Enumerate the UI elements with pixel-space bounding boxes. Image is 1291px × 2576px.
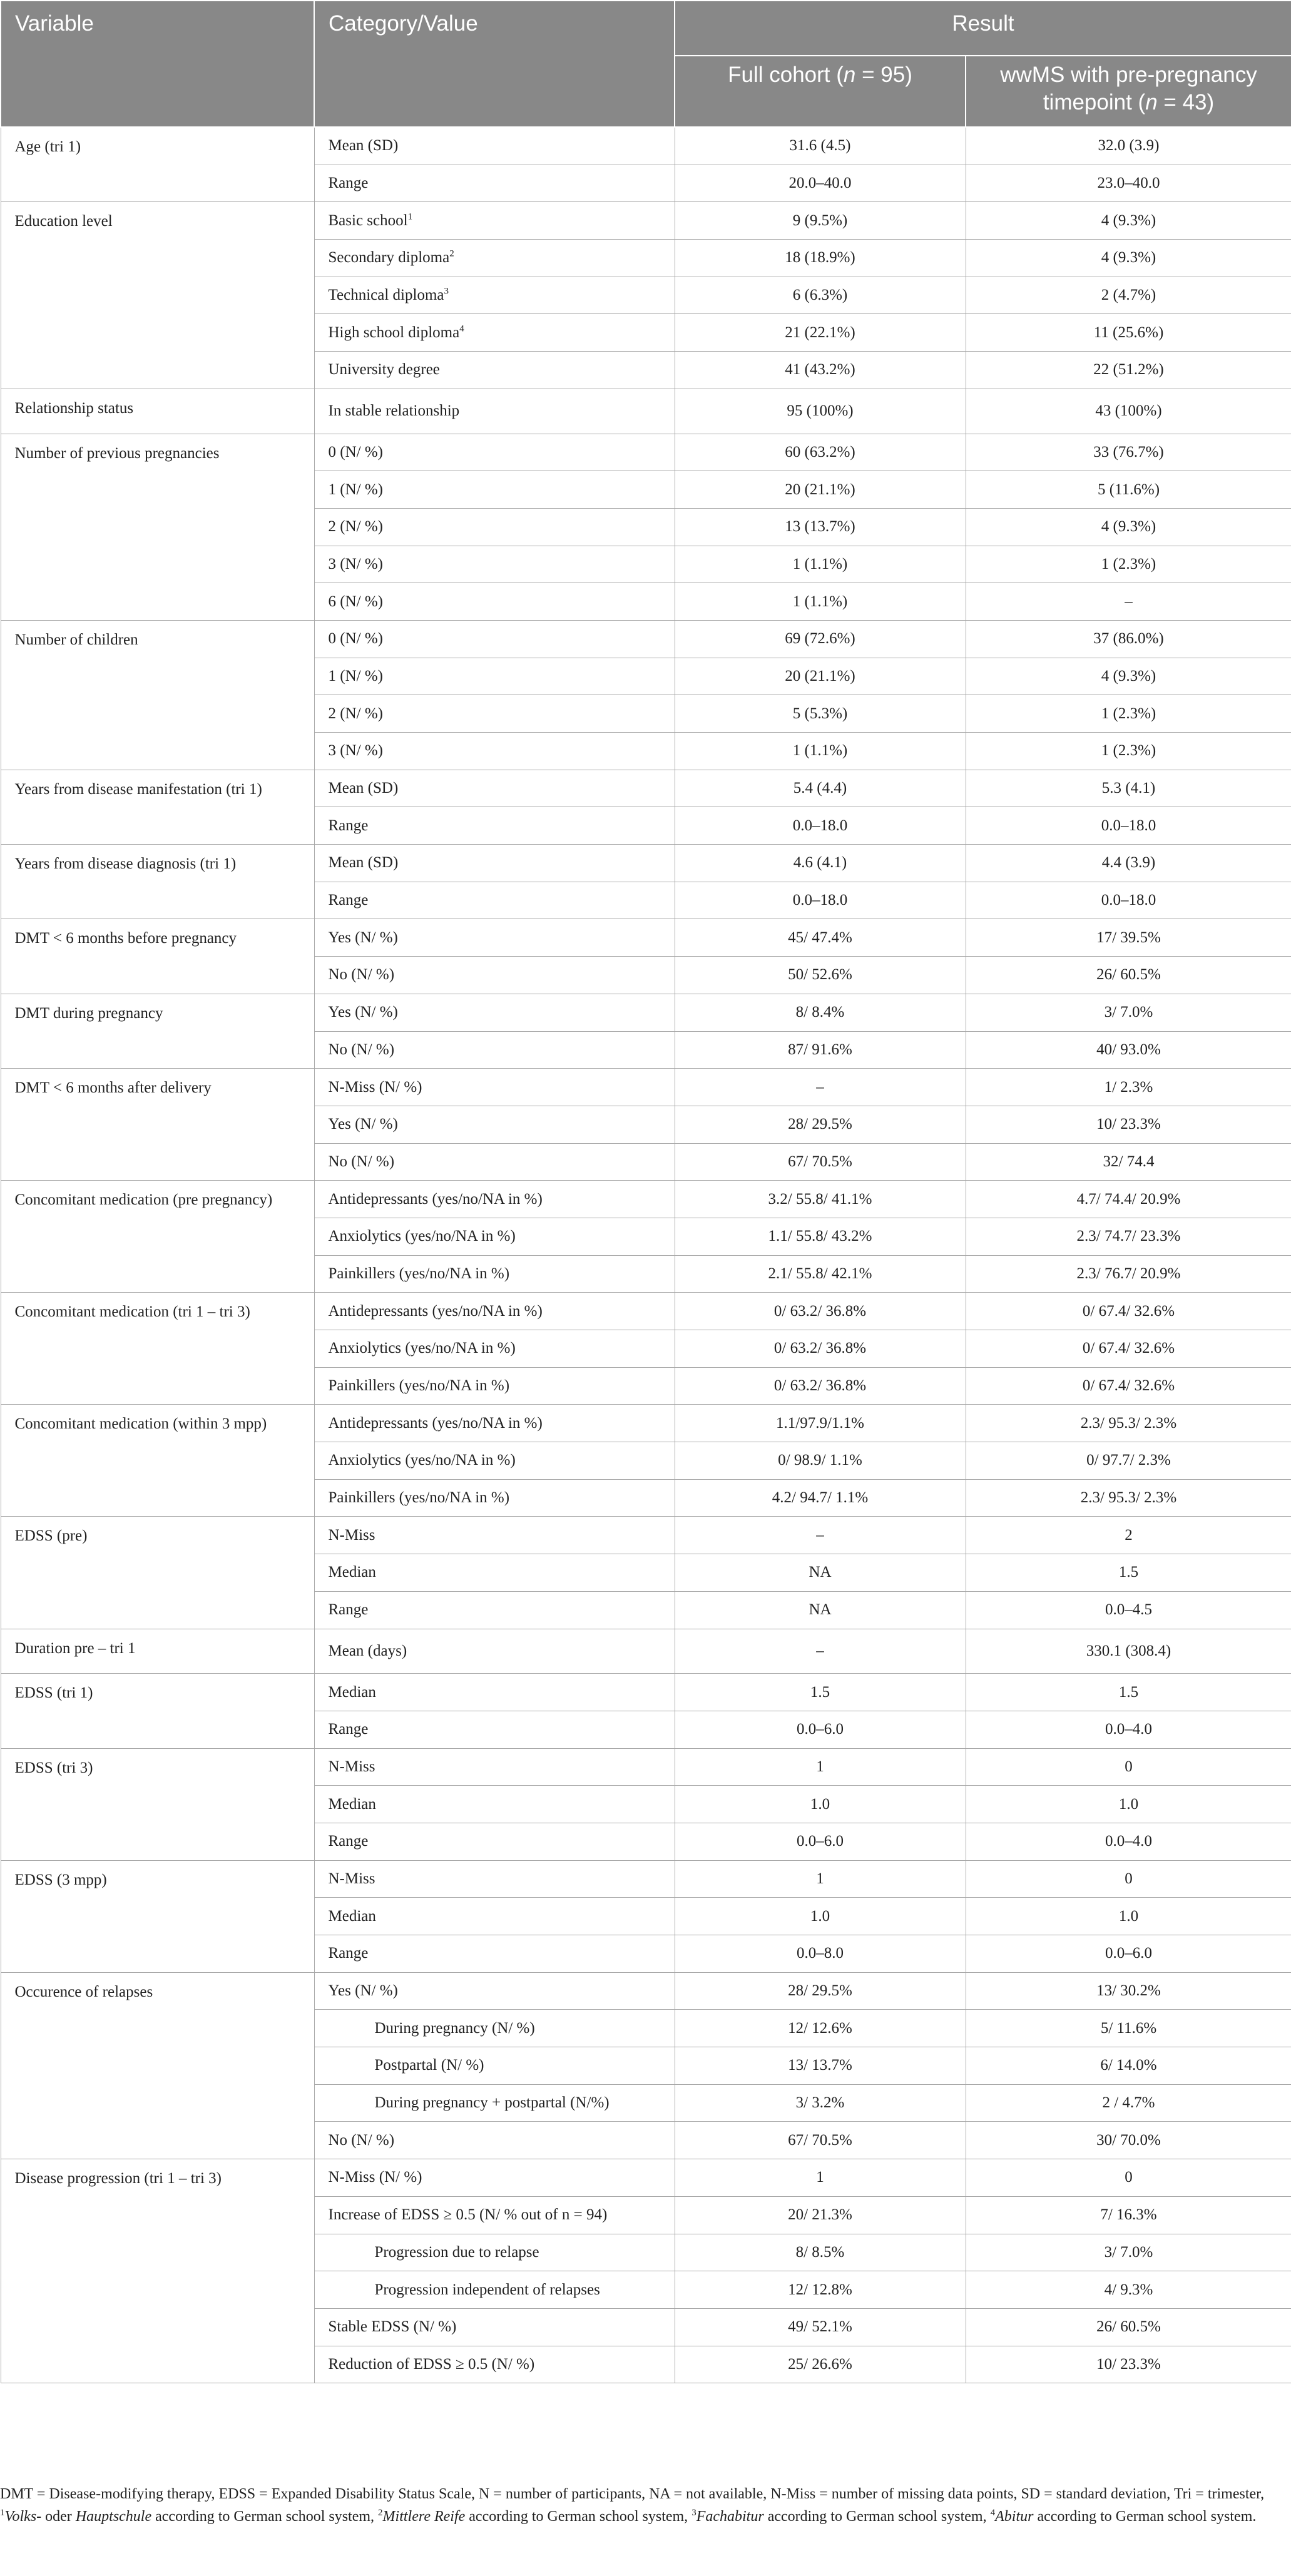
variable-cell: Number of children bbox=[1, 620, 314, 770]
full-cohort-cell: 1 bbox=[675, 2159, 966, 2197]
full-cohort-cell: 28/ 29.5% bbox=[675, 1972, 966, 2010]
category-cell bbox=[314, 994, 675, 1031]
table-row bbox=[1, 1629, 1291, 1674]
wwms-cell: 0/ 67.4/ 32.6% bbox=[966, 1293, 1291, 1330]
full-cohort-cell: 13/ 13.7% bbox=[675, 2047, 966, 2085]
category-cell bbox=[314, 2308, 675, 2346]
category-label: Reduction of EDSS ≥ 0.5 (N/ %) bbox=[328, 2355, 535, 2373]
category-cell bbox=[314, 127, 675, 165]
wwms-cell: 0.0–18.0 bbox=[966, 807, 1291, 845]
category-label: Stable EDSS (N/ %) bbox=[328, 2318, 457, 2336]
category-label: N-Miss bbox=[328, 1758, 375, 1775]
wwms-cell: 5/ 11.6% bbox=[966, 2010, 1291, 2047]
full-cohort-cell: 1.1/97.9/1.1% bbox=[675, 1405, 966, 1442]
full-cohort-cell: 6 (6.3%) bbox=[675, 277, 966, 314]
full-cohort-cell: 0/ 63.2/ 36.8% bbox=[675, 1330, 966, 1368]
category-label: N-Miss bbox=[328, 1870, 375, 1887]
wwms-cell: 4 (9.3%) bbox=[966, 240, 1291, 277]
category-cell bbox=[314, 2196, 675, 2234]
full-cohort-cell: – bbox=[675, 1069, 966, 1106]
wwms-cell: 0/ 97.7/ 2.3% bbox=[966, 1442, 1291, 1480]
footnote-marker: 2 bbox=[449, 249, 454, 260]
category-cell bbox=[314, 957, 675, 994]
wwms-cell: 11 (25.6%) bbox=[966, 314, 1291, 352]
full-cohort-cell: 0.0–8.0 bbox=[675, 1935, 966, 1973]
table-row bbox=[1, 919, 1291, 957]
header-wwms: wwMS with pre-pregnancy timepoint (n = 43) bbox=[966, 56, 1291, 127]
full-cohort-cell: 67/ 70.5% bbox=[675, 1143, 966, 1181]
variable-cell: Concomitant medication (tri 1 – tri 3) bbox=[1, 1293, 314, 1405]
category-cell bbox=[314, 658, 675, 695]
category-label: Progression due to relapse bbox=[374, 2243, 539, 2261]
table-row bbox=[1, 2159, 1291, 2197]
wwms-cell: 0 bbox=[966, 1748, 1291, 1786]
category-label: No (N/ %) bbox=[328, 966, 395, 984]
full-cohort-cell: 28/ 29.5% bbox=[675, 1106, 966, 1143]
full-cohort-cell: NA bbox=[675, 1591, 966, 1629]
full-cohort-cell: 0.0–18.0 bbox=[675, 807, 966, 845]
wwms-cell: 3/ 7.0% bbox=[966, 2234, 1291, 2271]
wwms-cell: 4.4 (3.9) bbox=[966, 845, 1291, 882]
category-label: Antidepressants (yes/no/NA in %) bbox=[328, 1302, 543, 1320]
category-cell bbox=[314, 620, 675, 658]
category-cell bbox=[314, 1442, 675, 1480]
full-cohort-cell: 1.1/ 55.8/ 43.2% bbox=[675, 1218, 966, 1255]
category-cell bbox=[314, 2271, 675, 2309]
category-label: Range bbox=[328, 1833, 369, 1850]
category-label: Mean (SD) bbox=[328, 854, 399, 872]
category-label: Mean (SD) bbox=[328, 780, 399, 797]
full-cohort-cell: 1 (1.1%) bbox=[675, 583, 966, 621]
table-row bbox=[1, 994, 1291, 1031]
category-label: Yes (N/ %) bbox=[328, 1982, 398, 2000]
table-row bbox=[1, 202, 1291, 240]
full-cohort-cell: 25/ 26.6% bbox=[675, 2346, 966, 2383]
category-cell bbox=[314, 770, 675, 807]
category-cell bbox=[314, 1629, 675, 1674]
category-label: Antidepressants (yes/no/NA in %) bbox=[328, 1190, 543, 1208]
full-cohort-cell: 12/ 12.8% bbox=[675, 2271, 966, 2309]
category-label: 6 (N/ %) bbox=[328, 593, 383, 610]
variable-cell: Years from disease diagnosis (tri 1) bbox=[1, 845, 314, 919]
full-cohort-cell: 18 (18.9%) bbox=[675, 240, 966, 277]
full-cohort-cell: 5 (5.3%) bbox=[675, 695, 966, 733]
full-cohort-cell: 1 bbox=[675, 1860, 966, 1898]
header-variable: Variable bbox=[1, 1, 314, 127]
full-cohort-cell: 20 (21.1%) bbox=[675, 471, 966, 509]
category-cell bbox=[314, 1367, 675, 1405]
full-cohort-cell: 1 bbox=[675, 1748, 966, 1786]
table-row bbox=[1, 127, 1291, 165]
table-row bbox=[1, 845, 1291, 882]
wwms-cell: 0 bbox=[966, 1860, 1291, 1898]
full-cohort-cell: 12/ 12.6% bbox=[675, 2010, 966, 2047]
table-row bbox=[1, 1972, 1291, 2010]
category-cell bbox=[314, 1031, 675, 1069]
full-cohort-cell: 4.6 (4.1) bbox=[675, 845, 966, 882]
variable-cell: Concomitant medication (within 3 mpp) bbox=[1, 1405, 314, 1517]
category-label: Range bbox=[328, 817, 369, 834]
variable-cell: EDSS (pre) bbox=[1, 1517, 314, 1629]
wwms-cell: 4 (9.3%) bbox=[966, 508, 1291, 546]
wwms-cell: 1 (2.3%) bbox=[966, 733, 1291, 770]
full-cohort-cell: 0/ 98.9/ 1.1% bbox=[675, 1442, 966, 1480]
footnote-marker: 1 bbox=[407, 211, 413, 222]
category-label: Mean (SD) bbox=[328, 137, 399, 155]
full-cohort-cell: 0.0–6.0 bbox=[675, 1711, 966, 1748]
wwms-cell: 37 (86.0%) bbox=[966, 620, 1291, 658]
category-cell bbox=[314, 1786, 675, 1823]
category-label: N-Miss (N/ %) bbox=[328, 1078, 422, 1096]
full-cohort-cell: 3/ 3.2% bbox=[675, 2084, 966, 2122]
wwms-cell: 2.3/ 95.3/ 2.3% bbox=[966, 1479, 1291, 1517]
category-cell bbox=[314, 546, 675, 583]
full-cohort-cell: 2.1/ 55.8/ 42.1% bbox=[675, 1255, 966, 1293]
footnote-marker: 3 bbox=[444, 286, 449, 297]
category-cell bbox=[314, 165, 675, 202]
category-cell bbox=[314, 882, 675, 919]
category-cell bbox=[314, 583, 675, 621]
wwms-cell: 4 (9.3%) bbox=[966, 202, 1291, 240]
category-cell bbox=[314, 1143, 675, 1181]
category-label: Yes (N/ %) bbox=[328, 1004, 398, 1021]
full-cohort-cell: 4.2/ 94.7/ 1.1% bbox=[675, 1479, 966, 1517]
category-cell bbox=[314, 1405, 675, 1442]
category-label: Increase of EDSS ≥ 0.5 (N/ % out of n = 94) bbox=[328, 2206, 608, 2224]
category-cell bbox=[314, 2122, 675, 2159]
category-cell bbox=[314, 1181, 675, 1218]
category-label: No (N/ %) bbox=[328, 1153, 395, 1170]
wwms-cell: 40/ 93.0% bbox=[966, 1031, 1291, 1069]
category-label: Median bbox=[328, 1795, 376, 1813]
category-label: During pregnancy + postpartal (N/%) bbox=[374, 2094, 610, 2112]
variable-cell: Number of previous pregnancies bbox=[1, 434, 314, 620]
category-cell bbox=[314, 2234, 675, 2271]
wwms-cell: 26/ 60.5% bbox=[966, 2308, 1291, 2346]
wwms-cell: 2.3/ 95.3/ 2.3% bbox=[966, 1405, 1291, 1442]
wwms-cell: 10/ 23.3% bbox=[966, 1106, 1291, 1143]
wwms-cell: 2.3/ 74.7/ 23.3% bbox=[966, 1218, 1291, 1255]
category-label: Mean (days) bbox=[328, 1642, 407, 1659]
wwms-cell: 2 / 4.7% bbox=[966, 2084, 1291, 2122]
wwms-cell: 4/ 9.3% bbox=[966, 2271, 1291, 2309]
category-cell bbox=[314, 277, 675, 314]
category-cell bbox=[314, 240, 675, 277]
table-row bbox=[1, 1748, 1291, 1786]
full-cohort-cell: 0/ 63.2/ 36.8% bbox=[675, 1293, 966, 1330]
wwms-cell: 1.5 bbox=[966, 1554, 1291, 1592]
category-cell bbox=[314, 919, 675, 957]
full-cohort-cell: 1 (1.1%) bbox=[675, 546, 966, 583]
full-cohort-cell: 5.4 (4.4) bbox=[675, 770, 966, 807]
category-cell bbox=[314, 352, 675, 389]
wwms-cell: 0.0–4.0 bbox=[966, 1823, 1291, 1860]
category-label: Secondary diploma bbox=[328, 249, 450, 267]
category-cell bbox=[314, 1554, 675, 1592]
variable-cell: DMT < 6 months before pregnancy bbox=[1, 919, 314, 994]
category-cell bbox=[314, 1218, 675, 1255]
category-cell bbox=[314, 1823, 675, 1860]
wwms-cell: 30/ 70.0% bbox=[966, 2122, 1291, 2159]
variable-cell: Disease progression (tri 1 – tri 3) bbox=[1, 2159, 314, 2383]
category-cell bbox=[314, 1860, 675, 1898]
category-label: Progression independent of relapses bbox=[374, 2281, 600, 2298]
category-label: Yes (N/ %) bbox=[328, 1116, 398, 1133]
table-footnote: DMT = Disease-modifying therapy, EDSS = Expanded Disability Status Scale, N = number of participants, NA = not available, N-Miss = number of missing data points, SD = standard deviation, Tri = trimester, $^1$Volks- oder Hauptschule according to German school system, $^2$Mittlere Reife according to German school system, $^3$Fachabitur according to German school system, $^4$Abitur according to German school system. bbox=[0, 2486, 1265, 2525]
full-cohort-cell: 50/ 52.6% bbox=[675, 957, 966, 994]
category-label: Anxiolytics (yes/no/NA in %) bbox=[328, 1340, 516, 1357]
full-cohort-cell: 95 (100%) bbox=[675, 389, 966, 434]
full-cohort-cell: 8/ 8.5% bbox=[675, 2234, 966, 2271]
category-cell bbox=[314, 2010, 675, 2047]
category-label: N-Miss (N/ %) bbox=[328, 2169, 422, 2186]
wwms-cell: 0.0–6.0 bbox=[966, 1935, 1291, 1973]
category-cell bbox=[314, 434, 675, 471]
wwms-cell: 26/ 60.5% bbox=[966, 957, 1291, 994]
category-cell bbox=[314, 1972, 675, 2010]
category-label: In stable relationship bbox=[328, 402, 460, 420]
wwms-cell: 5.3 (4.1) bbox=[966, 770, 1291, 807]
table-row bbox=[1, 1860, 1291, 1898]
category-label: 3 (N/ %) bbox=[328, 555, 383, 573]
full-cohort-cell: 45/ 47.4% bbox=[675, 919, 966, 957]
full-cohort-cell: 0.0–6.0 bbox=[675, 1823, 966, 1860]
wwms-cell: 2 (4.7%) bbox=[966, 277, 1291, 314]
category-label: During pregnancy (N/ %) bbox=[374, 2019, 535, 2037]
full-cohort-cell: 20/ 21.3% bbox=[675, 2196, 966, 2234]
wwms-cell: 23.0–40.0 bbox=[966, 165, 1291, 202]
full-cohort-cell: 60 (63.2%) bbox=[675, 434, 966, 471]
category-cell bbox=[314, 2346, 675, 2383]
wwms-cell: 0.0–4.5 bbox=[966, 1591, 1291, 1629]
full-cohort-cell: 20.0–40.0 bbox=[675, 165, 966, 202]
category-label: Anxiolytics (yes/no/NA in %) bbox=[328, 1228, 516, 1245]
category-label: Range bbox=[328, 1601, 369, 1619]
variable-cell: DMT during pregnancy bbox=[1, 994, 314, 1068]
footnote-text: DMT = Disease-modifying therapy, EDSS = Expanded Disability Status Scale, N = number of participants, NA = not available, N-Miss = number of missing data points, SD = standard deviation, Tri = trimester, bbox=[0, 2486, 1265, 2502]
category-cell bbox=[314, 1479, 675, 1517]
full-cohort-cell: 8/ 8.4% bbox=[675, 994, 966, 1031]
full-cohort-cell: 69 (72.6%) bbox=[675, 620, 966, 658]
category-cell bbox=[314, 1069, 675, 1106]
wwms-cell: 0.0–18.0 bbox=[966, 882, 1291, 919]
category-cell bbox=[314, 1711, 675, 1748]
table-body bbox=[1, 127, 1291, 2383]
category-cell bbox=[314, 1591, 675, 1629]
wwms-cell: 5 (11.6%) bbox=[966, 471, 1291, 509]
category-label: Range bbox=[328, 1945, 369, 1962]
category-cell bbox=[314, 389, 675, 434]
wwms-cell: 17/ 39.5% bbox=[966, 919, 1291, 957]
category-label: 2 (N/ %) bbox=[328, 518, 383, 536]
category-cell bbox=[314, 845, 675, 882]
wwms-cell: 6/ 14.0% bbox=[966, 2047, 1291, 2085]
full-cohort-cell: – bbox=[675, 1517, 966, 1554]
wwms-cell: 1/ 2.3% bbox=[966, 1069, 1291, 1106]
full-cohort-cell: 1 (1.1%) bbox=[675, 733, 966, 770]
wwms-cell: 1 (2.3%) bbox=[966, 546, 1291, 583]
category-label: 1 (N/ %) bbox=[328, 481, 383, 498]
category-cell bbox=[314, 202, 675, 240]
wwms-cell: 1.5 bbox=[966, 1674, 1291, 1711]
category-label: Painkillers (yes/no/NA in %) bbox=[328, 1265, 510, 1282]
category-label: Antidepressants (yes/no/NA in %) bbox=[328, 1414, 543, 1432]
variable-cell: EDSS (tri 3) bbox=[1, 1748, 314, 1860]
category-cell bbox=[314, 1898, 675, 1935]
category-cell bbox=[314, 1674, 675, 1711]
wwms-cell: 32/ 74.4 bbox=[966, 1143, 1291, 1181]
category-cell bbox=[314, 2084, 675, 2122]
table-row bbox=[1, 1069, 1291, 1106]
wwms-cell: 0/ 67.4/ 32.6% bbox=[966, 1367, 1291, 1405]
category-label: Median bbox=[328, 1564, 376, 1581]
full-cohort-cell: 20 (21.1%) bbox=[675, 658, 966, 695]
category-cell bbox=[314, 2159, 675, 2197]
category-label: Painkillers (yes/no/NA in %) bbox=[328, 1377, 510, 1395]
category-cell bbox=[314, 807, 675, 845]
wwms-cell: 330.1 (308.4) bbox=[966, 1629, 1291, 1674]
table-row bbox=[1, 1517, 1291, 1554]
full-cohort-cell: 0/ 63.2/ 36.8% bbox=[675, 1367, 966, 1405]
variable-cell: Relationship status bbox=[1, 389, 314, 434]
table-row bbox=[1, 1405, 1291, 1442]
category-cell bbox=[314, 471, 675, 509]
full-cohort-cell: 31.6 (4.5) bbox=[675, 127, 966, 165]
category-label: Basic school bbox=[328, 211, 408, 229]
category-cell bbox=[314, 2047, 675, 2085]
full-cohort-cell: 21 (22.1%) bbox=[675, 314, 966, 352]
category-cell bbox=[314, 1255, 675, 1293]
full-cohort-cell: 1.5 bbox=[675, 1674, 966, 1711]
variable-cell: EDSS (3 mpp) bbox=[1, 1860, 314, 1972]
wwms-cell: 10/ 23.3% bbox=[966, 2346, 1291, 2383]
wwms-cell: 2.3/ 76.7/ 20.9% bbox=[966, 1255, 1291, 1293]
category-cell bbox=[314, 508, 675, 546]
category-label: University degree bbox=[328, 361, 440, 379]
category-cell bbox=[314, 1330, 675, 1368]
wwms-cell: 13/ 30.2% bbox=[966, 1972, 1291, 2010]
full-cohort-cell: 1.0 bbox=[675, 1786, 966, 1823]
category-label: No (N/ %) bbox=[328, 2131, 395, 2149]
variable-cell: Years from disease manifestation (tri 1) bbox=[1, 770, 314, 844]
category-label: Range bbox=[328, 1721, 369, 1738]
wwms-cell: 4 (9.3%) bbox=[966, 658, 1291, 695]
wwms-cell: 22 (51.2%) bbox=[966, 352, 1291, 389]
variable-cell: Age (tri 1) bbox=[1, 127, 314, 202]
table-row bbox=[1, 389, 1291, 434]
wwms-cell: 43 (100%) bbox=[966, 389, 1291, 434]
category-label: 0 (N/ %) bbox=[328, 630, 383, 648]
category-label: 1 (N/ %) bbox=[328, 667, 383, 685]
wwms-cell: 0 bbox=[966, 2159, 1291, 2197]
wwms-cell: 2 bbox=[966, 1517, 1291, 1554]
table-row bbox=[1, 1293, 1291, 1330]
category-cell bbox=[314, 1517, 675, 1554]
table-row bbox=[1, 434, 1291, 471]
full-cohort-cell: NA bbox=[675, 1554, 966, 1592]
wwms-cell: 1.0 bbox=[966, 1786, 1291, 1823]
table-row bbox=[1, 620, 1291, 658]
wwms-cell: 32.0 (3.9) bbox=[966, 127, 1291, 165]
wwms-cell: 0.0–4.0 bbox=[966, 1711, 1291, 1748]
table-row bbox=[1, 1181, 1291, 1218]
category-cell bbox=[314, 314, 675, 352]
variable-cell: DMT < 6 months after delivery bbox=[1, 1069, 314, 1181]
full-cohort-cell: 41 (43.2%) bbox=[675, 352, 966, 389]
category-label: 0 (N/ %) bbox=[328, 443, 383, 461]
category-label: Range bbox=[328, 175, 369, 192]
full-cohort-cell: 87/ 91.6% bbox=[675, 1031, 966, 1069]
variable-cell: EDSS (tri 1) bbox=[1, 1674, 314, 1748]
wwms-cell: 0/ 67.4/ 32.6% bbox=[966, 1330, 1291, 1368]
category-label: High school diploma bbox=[328, 323, 460, 341]
table-row bbox=[1, 770, 1291, 807]
category-cell bbox=[314, 695, 675, 733]
header-result: Result bbox=[675, 1, 1291, 56]
variable-cell: Occurence of relapses bbox=[1, 1972, 314, 2159]
wwms-cell: 33 (76.7%) bbox=[966, 434, 1291, 471]
category-cell bbox=[314, 1106, 675, 1143]
wwms-cell: 1 (2.3%) bbox=[966, 695, 1291, 733]
full-cohort-cell: 49/ 52.1% bbox=[675, 2308, 966, 2346]
category-label: 3 (N/ %) bbox=[328, 742, 383, 760]
table-header bbox=[1, 1, 1291, 127]
header-category: Category/Value bbox=[314, 1, 675, 127]
category-cell bbox=[314, 1748, 675, 1786]
category-cell bbox=[314, 733, 675, 770]
full-cohort-cell: 9 (9.5%) bbox=[675, 202, 966, 240]
full-cohort-cell: 3.2/ 55.8/ 41.1% bbox=[675, 1181, 966, 1218]
category-label: Median bbox=[328, 1683, 376, 1701]
category-cell bbox=[314, 1293, 675, 1330]
full-cohort-cell: – bbox=[675, 1629, 966, 1674]
wwms-cell: 4.7/ 74.4/ 20.9% bbox=[966, 1181, 1291, 1218]
wwms-cell: – bbox=[966, 583, 1291, 621]
table-row bbox=[1, 1674, 1291, 1711]
category-label: Painkillers (yes/no/NA in %) bbox=[328, 1489, 510, 1507]
category-label: Postpartal (N/ %) bbox=[374, 2057, 484, 2074]
wwms-cell: 3/ 7.0% bbox=[966, 994, 1291, 1031]
footnote-marker: 4 bbox=[459, 323, 464, 334]
full-cohort-cell: 67/ 70.5% bbox=[675, 2122, 966, 2159]
full-cohort-cell: 1.0 bbox=[675, 1898, 966, 1935]
variable-cell: Education level bbox=[1, 202, 314, 389]
wwms-cell: 1.0 bbox=[966, 1898, 1291, 1935]
variable-cell: Concomitant medication (pre pregnancy) bbox=[1, 1181, 314, 1293]
category-label: Technical diploma bbox=[328, 287, 444, 304]
category-label: Median bbox=[328, 1907, 376, 1925]
full-cohort-cell: 13 (13.7%) bbox=[675, 508, 966, 546]
category-label: Yes (N/ %) bbox=[328, 929, 398, 946]
category-label: 2 (N/ %) bbox=[328, 705, 383, 722]
variable-cell: Duration pre – tri 1 bbox=[1, 1629, 314, 1674]
category-label: No (N/ %) bbox=[328, 1041, 395, 1058]
category-label: N-Miss bbox=[328, 1526, 375, 1544]
header-full-cohort: Full cohort (n = 95) bbox=[675, 56, 966, 127]
full-cohort-cell: 0.0–18.0 bbox=[675, 882, 966, 919]
category-label: Range bbox=[328, 892, 369, 909]
category-cell bbox=[314, 1935, 675, 1973]
category-label: Anxiolytics (yes/no/NA in %) bbox=[328, 1452, 516, 1469]
wwms-cell: 7/ 16.3% bbox=[966, 2196, 1291, 2234]
